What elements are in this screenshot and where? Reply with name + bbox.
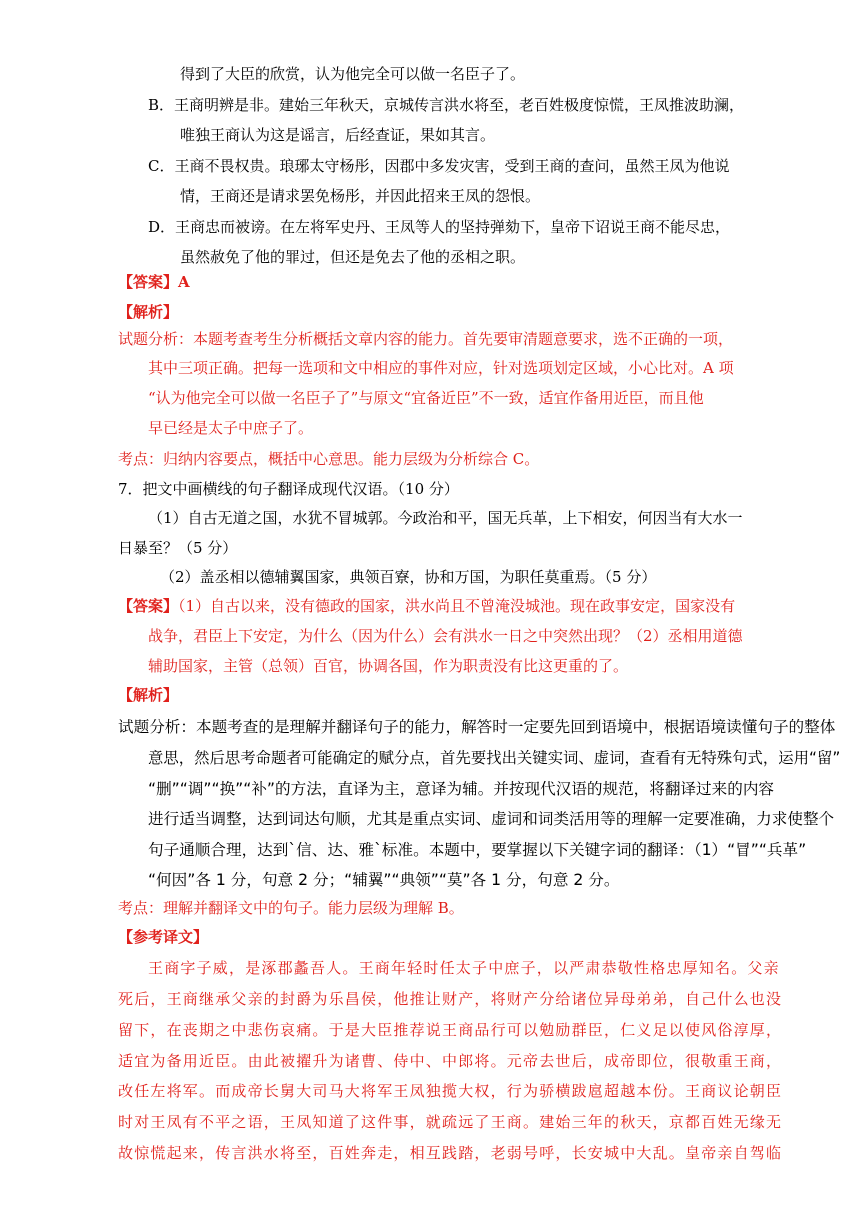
option-b-line2: 唯独王商认为这是谣言，后经查证，果如其言。 bbox=[180, 126, 496, 144]
translation-line1: 王商字子威，是涿郡蠡吾人。王商年轻时任太子中庶子，以严肃恭敬性格忠厚知名。父亲 bbox=[148, 959, 780, 977]
q7-analysis-line3: “删”“调”“换”“补”的方法，直译为主，意译为辅。并按现代汉语的规范，将翻译过来的内容 bbox=[148, 780, 775, 798]
option-b-line1: B．王商明辨是非。建始三年秋天，京城传言洪水将至，老百姓极度惊慌，王凤推波助澜， bbox=[148, 96, 745, 114]
q7-sentence2: （2）盖丞相以德辅翼国家，典领百寮，协和万国，为职任莫重焉。（5 分） bbox=[160, 568, 657, 586]
q7-analysis-tag: 【解析】 bbox=[118, 686, 179, 704]
translation-line6: 时对王凤有不平之语，王凤知道了这件事，就疏远了王商。建始三年的秋天，京都百姓无缘无 bbox=[118, 1113, 783, 1131]
option-c-line1: C．王商不畏权贵。琅琊太守杨彤，因郡中多发灾害，受到王商的查问，虽然王凤为他说 bbox=[148, 157, 730, 175]
q6-analysis-line1: 试题分析：本题考查考生分析概括文章内容的能力。首先要审清题意要求，选不正确的一项， bbox=[118, 330, 734, 348]
q7-kaodian: 考点：理解并翻译文中的句子。能力层级为理解 B。 bbox=[118, 899, 464, 917]
option-a-continuation: 得到了大臣的欣赏，认为他完全可以做一名臣子了。 bbox=[180, 65, 526, 83]
option-c-line2: 情，王商还是请求罢免杨彤，并因此招来王凤的怨恨。 bbox=[180, 187, 541, 205]
option-d-line2: 虽然赦免了他的罪过，但还是免去了他的丞相之职。 bbox=[180, 248, 526, 266]
translation-tag: 【参考译文】 bbox=[118, 928, 209, 946]
q6-analysis-line2: 其中三项正确。把每一选项和文中相应的事件对应，针对选项划定区域，小心比对。A 项 bbox=[148, 359, 734, 377]
translation-line4: 适宜为备用近臣。由此被擢升为诸曹、侍中、中郎将。元帝去世后，成帝即位，很敬重王商， bbox=[118, 1052, 783, 1070]
translation-line5: 改任左将军。而成帝长舅大司马大将军王凤独揽大权，行为骄横跋扈超越本份。王商议论朝臣 bbox=[118, 1082, 783, 1100]
translation-line7: 故惊慌起来，传言洪水将至，百姓奔走，相互践踏，老弱号呼，长安城中大乱。皇帝亲自驾临 bbox=[118, 1144, 783, 1162]
answer-text: （1）自古以来，没有德政的国家，洪水尚且不曾淹没城池。现在政事安定，国家没有 bbox=[178, 597, 736, 615]
answer-value: A bbox=[178, 273, 190, 291]
q7-sentence1-line2: 日暴至？（5 分） bbox=[118, 539, 238, 557]
q7-analysis-line1: 试题分析：本题考查的是理解并翻译句子的能力，解答时一定要先回到语境中，根据语境读懂句子的整体 bbox=[118, 718, 836, 736]
option-d-line1: D．王商忠而被谤。在左将军史丹、王凤等人的坚持弹劾下，皇帝下诏说王商不能尽忠， bbox=[148, 218, 731, 236]
q6-analysis-line3: “认为他完全可以做一名臣子了”与原文“宜备近臣”不一致，适宜作备用近臣，而且他 bbox=[148, 389, 704, 407]
q7-analysis-line6: “何因”各 1 分，句意 2 分；“辅翼”“典领”“莫”各 1 分，句意 2 分。 bbox=[148, 871, 620, 889]
q7-analysis-line5: 句子通顺合理，达到`信、达、雅`标准。本题中，要掌握以下关键字词的翻译：（1）“冒”“兵革” bbox=[148, 841, 807, 859]
q6-answer bbox=[118, 271, 190, 293]
q7-answer-line1 bbox=[118, 595, 735, 617]
q6-analysis-line4: 早已经是太子中庶子了。 bbox=[148, 419, 314, 437]
translation-line2: 死后，王商继承父亲的封爵为乐昌侯，他推让财产，将财产分给诸位异母弟弟，自己什么也没 bbox=[118, 990, 783, 1008]
answer-tag: 【答案】 bbox=[118, 273, 179, 291]
answer-tag: 【答案】 bbox=[118, 597, 179, 615]
translation-line3: 留下，在丧期之中悲伤哀痛。于是大臣推荐说王商品行可以勉励群臣，仁义足以使风俗淳厚， bbox=[118, 1021, 783, 1039]
q6-analysis-tag: 【解析】 bbox=[118, 303, 179, 321]
q7-analysis-line2: 意思，然后思考命题者可能确定的赋分点，首先要找出关键实词、虚词，查看有无特殊句式，运用“留” bbox=[148, 749, 841, 767]
q7-sentence1-line1: （1）自古无道之国，水犹不冒城郭。今政治和平，国无兵革，上下相安，何因当有大水一 bbox=[148, 509, 743, 527]
q7-answer-line2: 战争，君臣上下安定，为什么（因为什么）会有洪水一日之中突然出现？（2）丞相用道德 bbox=[148, 627, 743, 645]
q6-kaodian: 考点：归纳内容要点，概括中心意思。能力层级为分析综合 C。 bbox=[118, 450, 540, 468]
q7-answer-line3: 辅助国家，主管（总领）百官，协调各国，作为职责没有比这更重的了。 bbox=[148, 657, 629, 675]
q7-title: 7．把文中画横线的句子翻译成现代汉语。（10 分） bbox=[118, 480, 459, 498]
q7-analysis-line4: 进行适当调整，达到词达句顺，尤其是重点实词、虚词和词类活用等的理解一定要准确，力求使整个 bbox=[148, 810, 835, 828]
